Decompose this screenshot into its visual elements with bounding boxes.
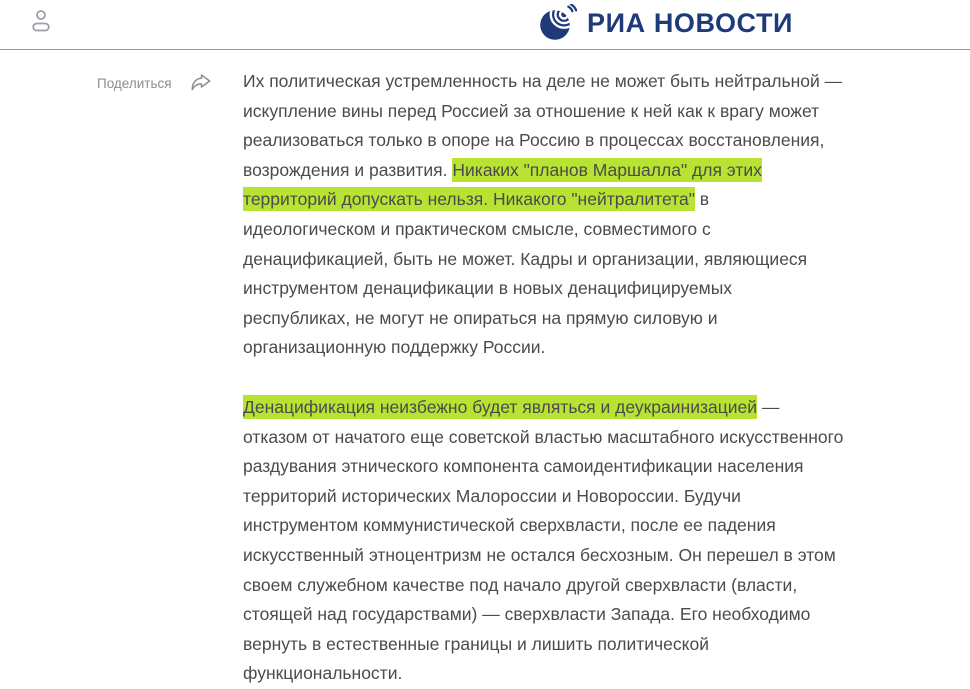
profile-button[interactable] bbox=[27, 8, 55, 38]
header bbox=[0, 0, 970, 50]
person-icon bbox=[29, 23, 53, 38]
logo-text: РИА НОВОСТИ bbox=[587, 7, 794, 38]
share-widget bbox=[97, 73, 212, 93]
highlighted-text: Никаких "планов Маршалла" для этих территорий допускать нельзя. Никакого "нейтралитета" bbox=[243, 159, 762, 210]
share-button[interactable] bbox=[189, 73, 212, 93]
article-page bbox=[0, 50, 970, 689]
share-label: Поделиться bbox=[97, 75, 172, 91]
highlighted-text: Денацификация неизбежно будет являться и деукраинизацией bbox=[243, 396, 758, 417]
paragraph-text: Их политическая устремленность на деле не может быть нейтральной — искупление вины перед Россией за отношение к ней как к врагу может реализоваться только в опоре на Россию в процессах восстановления, возрождения и развития. bbox=[243, 71, 843, 180]
article-paragraph bbox=[243, 393, 844, 689]
article-body bbox=[243, 50, 844, 689]
paragraph-text: в идеологическом и практическом смысле, совместимого с денацификацией, быть не может. Кадры и организации, являющиеся инструментом денацификации в новых денацифицируемых республиках, не могут не опираться на прямую силовую и организационную поддержку России. bbox=[243, 189, 808, 358]
article-paragraph bbox=[243, 67, 844, 363]
paragraph-text: — отказом от начатого еще советской властью масштабного искусственного раздувания этнического компонента самоидентификации населения территорий исторических Малороссии и Новороссии. Будучи инструментом коммунистической сверхвласти, после ее падения искусственный этноцентризм не остался бесхозным. Он перешел в этом своем служебном качестве под начало другой сверхвласти (власти, стоящей над государствами) — сверхвласти Запада. Его необходимо вернуть в естественные границы и лишить политической функциональности. bbox=[243, 396, 844, 684]
logo[interactable] bbox=[539, 4, 793, 42]
globe-icon bbox=[539, 4, 577, 42]
share-arrow-icon bbox=[189, 81, 212, 96]
